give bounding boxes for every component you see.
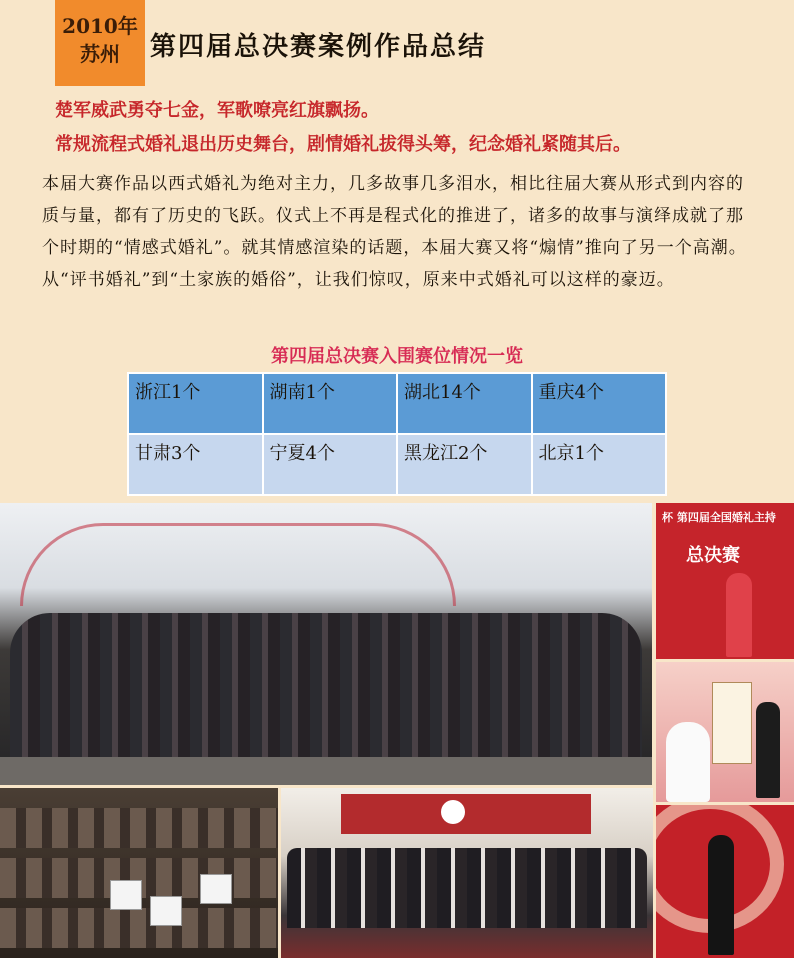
year-text: 2010年 xyxy=(62,14,138,38)
ground xyxy=(0,757,652,785)
table-cell: 湖北14个 xyxy=(398,374,531,433)
table-cell: 浙江1个 xyxy=(129,374,262,433)
final-banner-text: 杯 第四届全国婚礼主持 xyxy=(662,511,776,524)
judges-photo xyxy=(0,788,278,958)
group-photo xyxy=(0,503,652,785)
table-cell: 北京1个 xyxy=(533,435,666,494)
flower-logo xyxy=(441,800,465,824)
contestants-line-up xyxy=(287,848,647,928)
contestants-stage-photo xyxy=(281,788,653,958)
page-title: 第四届总决赛案例作品总结 xyxy=(150,32,487,62)
headline-2: 常规流程式婚礼退出历史舞台，剧情婚礼拔得头筹，纪念婚礼紧随其后。 xyxy=(55,134,631,155)
groom xyxy=(756,702,780,798)
score-card xyxy=(150,896,182,926)
audience-row xyxy=(0,908,278,948)
table-cell: 宁夏4个 xyxy=(264,435,397,494)
score-card xyxy=(200,874,232,904)
table-cell: 湖南1个 xyxy=(264,374,397,433)
region-table xyxy=(127,372,667,496)
host xyxy=(708,835,734,955)
table-title: 第四届总决赛入围赛位情况一览 xyxy=(271,346,523,367)
table-cell: 重庆4个 xyxy=(533,374,666,433)
year-location-badge xyxy=(55,0,145,86)
crowd xyxy=(10,613,642,763)
city-text: 苏州 xyxy=(80,42,120,66)
stadium-arch xyxy=(20,523,456,606)
bride xyxy=(666,722,710,802)
summary-paragraph: 本届大赛作品以西式婚礼为绝对主力，几多故事几多泪水，相比往届大赛从形式到内容的质与量，都有了历史的飞跃。仪式上不再是程式化的推进了，诸多的故事与演绎成就了那个时期的“情感式婚礼”。就其情感渲染的话题，本届大赛又将“煽情”推向了另一个高潮。从“评书婚礼”到“土家族的婚俗”，让我们惊叹，原来中式婚礼可以这样的豪迈。 xyxy=(42,174,747,290)
audience-row xyxy=(0,808,278,848)
stage-backdrop xyxy=(341,794,591,834)
final-label-text: 总决赛 xyxy=(686,545,740,566)
performer xyxy=(726,573,752,657)
scroll xyxy=(712,682,752,764)
final-stage-photo xyxy=(656,503,794,659)
host-on-stage-photo xyxy=(656,805,794,958)
table-cell: 黑龙江2个 xyxy=(398,435,531,494)
headline-1: 楚军威武勇夺七金，军歌嘹亮红旗飘扬。 xyxy=(55,100,379,121)
table-cell: 甘肃3个 xyxy=(129,435,262,494)
score-card xyxy=(110,880,142,910)
calligraphy-scroll-photo xyxy=(656,662,794,802)
